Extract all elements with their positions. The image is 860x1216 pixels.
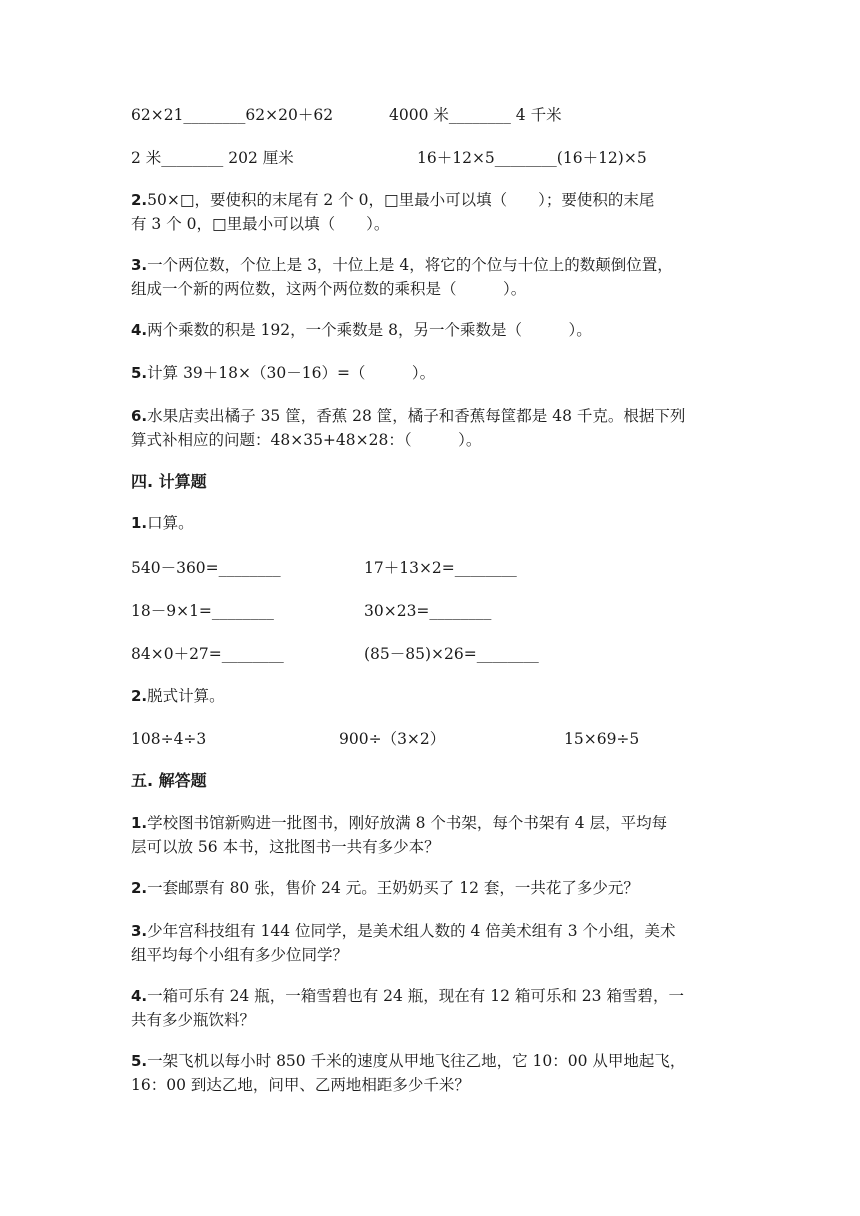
written-calc-item: 900÷（3×2） [339, 730, 446, 748]
word-problem-3-line-2: 组平均每个小组有多少位同学？ [131, 946, 349, 964]
word-problem-1-line-1: 1.学校图书馆新购进一批图书，刚好放满 8 个书架，每个书架有 4 层，平均每 [131, 814, 668, 832]
word-problem-3-line-1: 3.少年宫科技组有 144 位同学，是美术组人数的 4 倍美术组有 3 个小组，美术 [131, 922, 676, 940]
oral-calc-item: 540－360=________ [131, 559, 281, 577]
fill-question-5: 5.计算 39＋18×（30－16）=（ ）。 [131, 364, 436, 382]
compare-expr-2: 4000 米________ 4 千米 [389, 106, 562, 124]
fill-question-3-line-1: 3.一个两位数，个位上是 3，十位上是 4，将它的个位与十位上的数颠倒位置， [131, 256, 673, 274]
fill-question-6-line-2: 算式补相应的问题：48×35+48×28：（ ）。 [131, 431, 482, 449]
oral-calc-item: 30×23=________ [364, 602, 492, 620]
compare-expr-4: 16＋12×5________(16＋12)×5 [417, 149, 647, 167]
word-problem-1-line-2: 层可以放 56 本书，这批图书一共有多少本？ [131, 838, 440, 856]
fill-question-4: 4.两个乘数的积是 192，一个乘数是 8，另一个乘数是（ ）。 [131, 321, 592, 339]
oral-calc-label: 1.口算。 [131, 514, 194, 532]
oral-calc-item: 18－9×1=________ [131, 602, 274, 620]
section-5-title: 五. 解答题 [131, 771, 207, 790]
compare-expr-3: 2 米________ 202 厘米 [131, 149, 294, 167]
word-problem-2: 2.一套邮票有 80 张，售价 24 元。王奶奶买了 12 套，一共花了多少元？ [131, 879, 639, 897]
fill-question-2-line-1: 2.50×□，要使积的末尾有 2 个 0，□里最小可以填（ ）；要使积的末尾 [131, 191, 655, 209]
oral-calc-item: 84×0＋27=________ [131, 645, 284, 663]
word-problem-4-line-1: 4.一箱可乐有 24 瓶，一箱雪碧也有 24 瓶，现在有 12 箱可乐和 23 箱雪碧，一 [131, 987, 684, 1005]
oral-calc-item: (85－85)×26=________ [364, 645, 539, 663]
written-calc-item: 15×69÷5 [564, 730, 640, 748]
word-problem-5-line-2: 16：00 到达乙地，问甲、乙两地相距多少千米？ [131, 1076, 470, 1094]
word-problem-4-line-2: 共有多少瓶饮料？ [131, 1011, 256, 1029]
fill-question-3-line-2: 组成一个新的两位数，这两个两位数的乘积是（ ）。 [131, 280, 527, 298]
section-4-title: 四. 计算题 [131, 472, 207, 491]
compare-expr-1: 62×21________62×20＋62 [131, 106, 334, 124]
word-problem-5-line-1: 5.一架飞机以每小时 850 千米的速度从甲地飞往乙地，它 10：00 从甲地起飞， [131, 1052, 686, 1070]
fill-question-2-line-2: 有 3 个 0，□里最小可以填（ ）。 [131, 215, 390, 233]
fill-question-6-line-1: 6.水果店卖出橘子 35 筐，香蕉 28 筐，橘子和香蕉每筐都是 48 千克。根据下列 [131, 407, 686, 425]
written-calc-label: 2.脱式计算。 [131, 687, 225, 705]
written-calc-item: 108÷4÷3 [131, 730, 207, 748]
oral-calc-item: 17＋13×2=________ [364, 559, 517, 577]
